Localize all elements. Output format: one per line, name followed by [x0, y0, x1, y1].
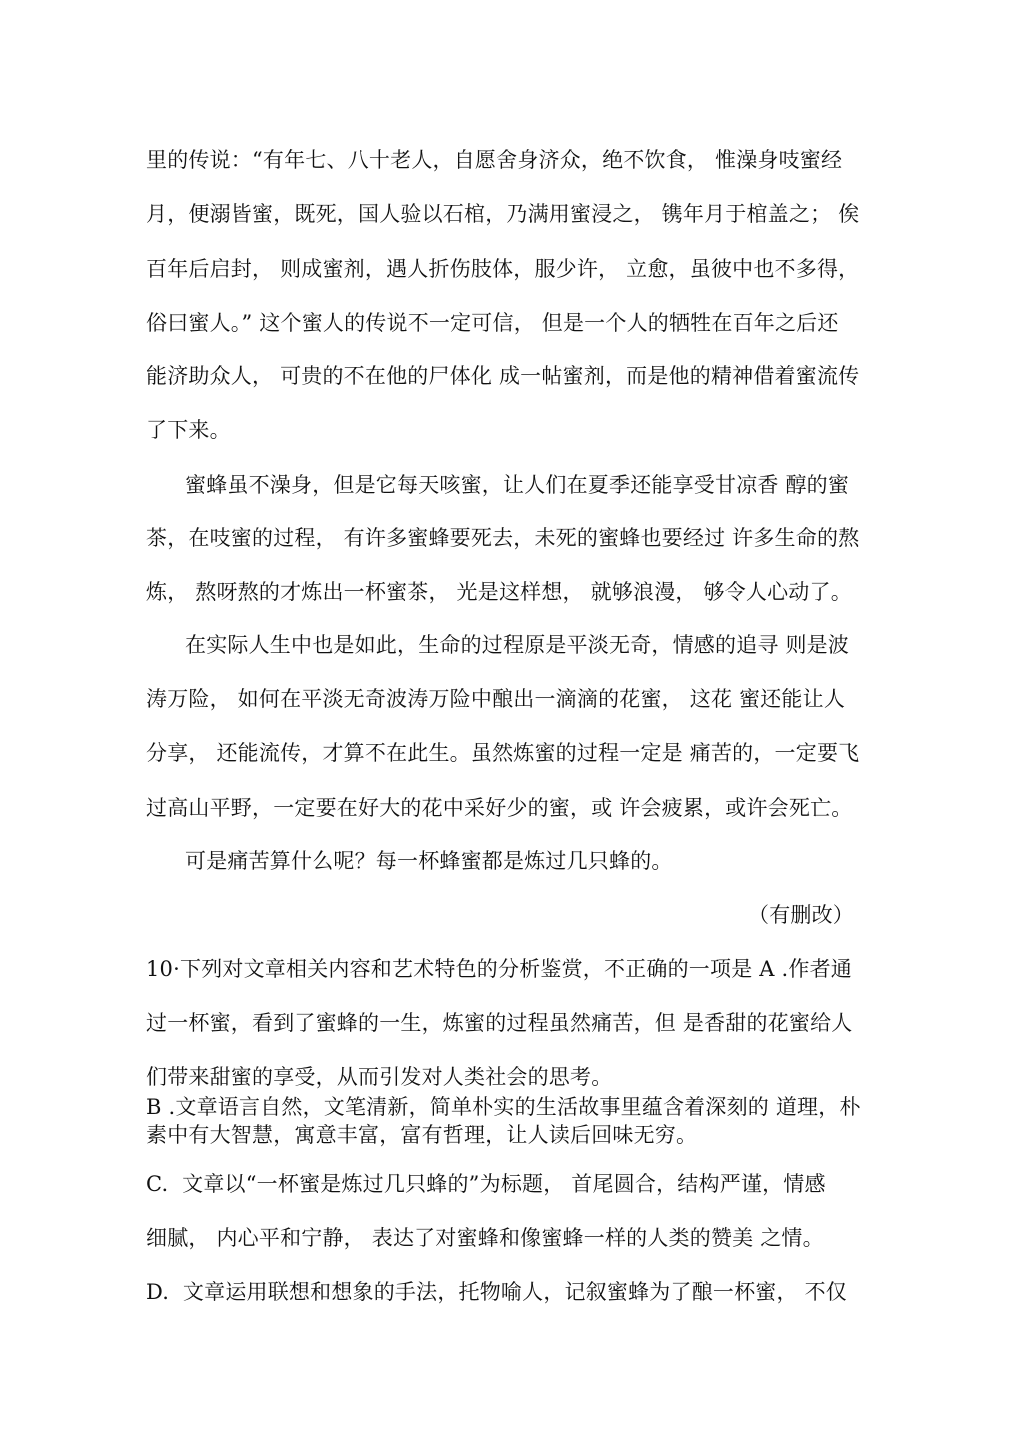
question-line-1: 10·下列对文章相关内容和艺术特色的分析鉴赏，不正确的一项是 A .作者通: [146, 957, 852, 981]
article-line-7: 蜜蜂虽不澡身，但是它每天咳蜜，让人们在夏季还能享受甘凉香 醇的蜜: [185, 473, 850, 497]
option-c-line-2: 细腻， 内心平和宁静， 表达了对蜜蜂和像蜜蜂一样的人类的赞美 之情。: [146, 1226, 824, 1250]
article-line-14: 可是痛苦算什么呢？每一杯蜂蜜都是炼过几只蜂的。: [185, 849, 673, 873]
article-line-12: 分享， 还能流传，才算不在此生。虽然炼蜜的过程一定是 痛苦的，一定要飞: [146, 741, 860, 765]
article-line-10: 在实际人生中也是如此，生命的过程原是平淡无奇，情感的追寻 则是波: [185, 633, 850, 657]
article-line-13: 过高山平野，一定要在好大的花中采好少的蜜，或 许会疲累，或许会死亡。: [146, 796, 853, 820]
option-b-line-1: B .文章语言自然，文笔清新，简单朴实的生活故事里蕴含着深刻的 道理，朴: [146, 1095, 861, 1119]
article-line-9: 炼， 熬呀熬的才炼出一杯蜜茶， 光是这样想， 就够浪漫， 够令人心动了。: [146, 580, 852, 604]
edit-note: （有删改）: [748, 903, 854, 927]
question-line-3: 们带来甜蜜的享受，从而引发对人类社会的思考。: [146, 1065, 613, 1089]
article-line-3: 百年后启封， 则成蜜剂，遇人折伤肢体，服少许， 立愈，虽彼中也不多得，: [146, 257, 860, 281]
article-line-2: 月，便溺皆蜜，既死，国人验以石棺，乃满用蜜浸之， 镌年月于棺盖之； 俟: [146, 202, 860, 226]
article-line-1: 里的传说：“有年七、八十老人，自愿舍身济众，绝不饮食， 惟澡身吱蜜经: [146, 148, 843, 172]
option-c-line-1: C. 文章以“一杯蜜是炼过几只蜂的”为标题， 首尾圆合，结构严谨，情感: [146, 1172, 826, 1196]
article-line-6: 了下来。: [146, 418, 231, 442]
question-line-2: 过一杯蜜，看到了蜜蜂的一生，炼蜜的过程虽然痛苦，但 是香甜的花蜜给人: [146, 1011, 853, 1035]
article-line-4: 俗曰蜜人。” 这个蜜人的传说不一定可信， 但是一个人的牺牲在百年之后还: [146, 311, 839, 335]
article-line-8: 茶，在吱蜜的过程， 有许多蜜蜂要死去，未死的蜜蜂也要经过 许多生命的熬: [146, 526, 860, 550]
option-b-line-2: 素中有大智慧，寓意丰富，富有哲理，让人读后回味无穷。: [146, 1123, 698, 1147]
option-d-line-1: D. 文章运用联想和想象的手法，托物喻人，记叙蜜蜂为了酿一杯蜜， 不仅: [146, 1280, 847, 1304]
article-line-11: 涛万险， 如何在平淡无奇波涛万险中酿出一滴滴的花蜜， 这花 蜜还能让人: [146, 687, 846, 711]
article-line-5: 能济助众人， 可贵的不在他的尸体化 成一帖蜜剂，而是他的精神借着蜜流传: [146, 364, 860, 388]
